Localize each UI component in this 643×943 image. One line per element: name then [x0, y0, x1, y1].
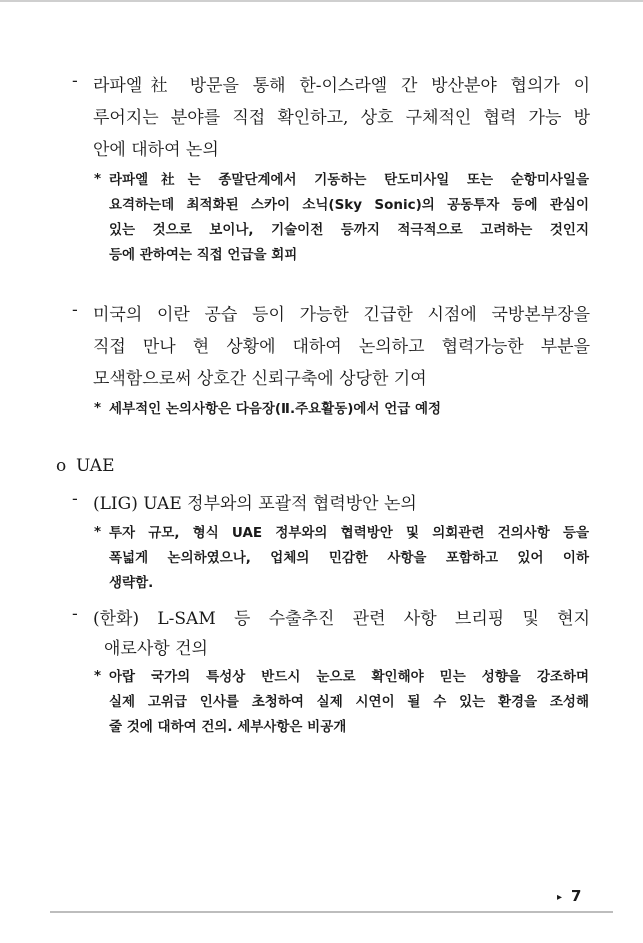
page-number: 7 [571, 887, 582, 905]
note-line: 실제 고위급 인사를 초청하여 실제 시연이 될 수 있는 환경을 조성해 [109, 694, 589, 710]
star-marker: * [94, 668, 102, 684]
dash-marker: - [72, 604, 78, 624]
note-line: 요격하는데 최적화된 스카이 소닉(Sky Sonic)의 공동투자 등에 관심이 [109, 197, 589, 213]
section-title: UAE [76, 456, 115, 476]
dash-marker: - [72, 71, 78, 91]
note-line: 생략함. [109, 575, 154, 591]
note-line: 줄 것에 대하여 건의. 세부사항은 비공개 [109, 719, 347, 735]
note-line: 라파엘社는 종말단계에서 기동하는 탄도미사일 또는 순항미사일을 [109, 172, 589, 188]
paragraph-line: 안에 대하여 논의 [93, 140, 219, 160]
note-line: 등에 관하여는 직접 언급을 회피 [109, 247, 298, 263]
paragraph-line: 직접 만나 현 상황에 대하여 논의하고 협력가능한 부분을 [93, 337, 590, 357]
star-marker: * [94, 524, 102, 540]
note-line: 투자 규모, 형식 UAE 정부와의 협력방안 및 의회관련 건의사항 등을 [109, 525, 589, 541]
star-marker: * [94, 171, 102, 187]
footer-divider [50, 911, 613, 913]
paragraph-line: 루어지는 분야를 직접 확인하고, 상호 구체적인 협력 가능 방 [93, 108, 590, 128]
paragraph-line: 모색함으로써 상호간 신뢰구축에 상당한 기여 [93, 369, 427, 389]
note-line: 세부적인 논의사항은 다음장(Ⅱ.주요활동)에서 언급 예정 [109, 401, 442, 417]
star-marker: * [94, 400, 102, 416]
page-arrow-icon: ▸ [557, 892, 563, 903]
note-line: 아랍 국가의 특성상 반드시 눈으로 확인해야 믿는 성향을 강조하며 [109, 669, 589, 685]
section-bullet: o [56, 456, 67, 476]
paragraph-line: 애로사항 건의 [104, 639, 208, 659]
page-top-border [0, 0, 643, 2]
paragraph-line: (한화) L-SAM 등 수출추진 관련 사항 브리핑 및 현지 [93, 609, 590, 629]
note-line: 폭넓게 논의하였으나, 업체의 민감한 사항을 포함하고 있어 이하 [109, 550, 589, 566]
dash-marker: - [72, 300, 78, 320]
paragraph-line: (LIG) UAE 정부와의 포괄적 협력방안 논의 [93, 494, 417, 514]
paragraph-line: 미국의 이란 공습 등이 가능한 긴급한 시점에 국방본부장을 [93, 305, 590, 325]
paragraph-line: 라파엘社 방문을 통해 한-이스라엘 간 방산분야 협의가 이 [93, 76, 590, 96]
note-line: 있는 것으로 보이나, 기술이전 등까지 적극적으로 고려하는 것인지 [109, 222, 589, 238]
dash-marker: - [72, 489, 78, 509]
